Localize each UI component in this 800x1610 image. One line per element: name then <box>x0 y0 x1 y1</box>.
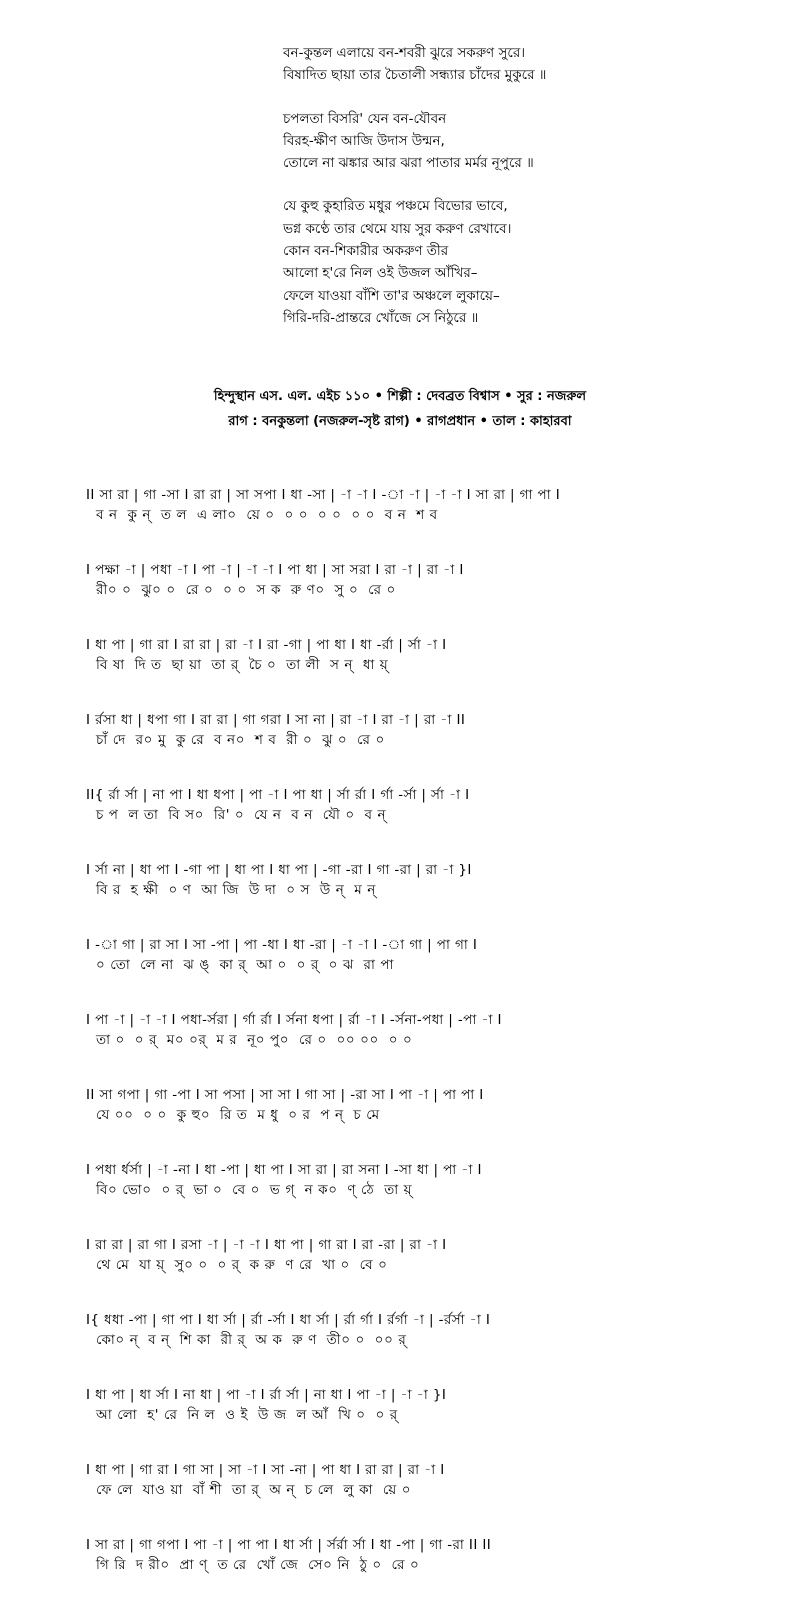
swara-line: I র্রসা ধা | ধপা গা I রা রা | গা গরা I সা না | রা -া I রা -া | রা -া II <box>86 712 466 728</box>
notation-row <box>86 485 726 560</box>
poem-line: যে কুহু কুহারিত মধুর পঞ্চমে বিভোর ভাবে, <box>283 198 508 215</box>
lyric-line: থে মে যা য়্ সু০ ০ ০ র্ ক রু ণ রে খা ০ বে ০ <box>96 1257 388 1273</box>
notation-row <box>86 1535 726 1610</box>
stanza-2 <box>283 108 763 175</box>
notation-row <box>86 1010 726 1085</box>
lyric-line: গি রি দ রী০ প্রা ণ্ ত রে খোঁ জে সে০ নি ঠু ০ রে ০ <box>96 1557 420 1573</box>
swara-line: I সা রা | গা গপা I পা -া | পা পা I ধা র্সা | র্সর্রা র্সা I ধা -পা | গা -রা II II <box>86 1537 492 1553</box>
swara-line: I পা -া | -া -া I পধা-র্সরা | র্গা র্রা I র্সনা ধপা | র্রা -া I -র্সনা-পধা | -পা -া I <box>86 1012 502 1028</box>
notation-row <box>86 1160 726 1235</box>
swara-line: I ধা পা | গা রা I রা রা | রা -া I রা -গা | পা ধা I ধা -র্রা | র্সা -া I <box>86 637 447 653</box>
lyric-line: রী০ ০ ঝু০ ০ রে ০ ০ ০ স ক রু ণ০ সু ০ রে ০ <box>96 582 396 598</box>
notation-row <box>86 935 726 1010</box>
lyric-line: ফে লে যাও য়া বাঁ শী তা র্ অ ন্ চ লে লু কা য়ে ০ <box>96 1482 412 1498</box>
lyric-line: বি র হ ক্ষী ০ ণ আ জি উ দা ০ স উ ন্ ম ন্ <box>96 882 376 898</box>
lyric-line: আ লো হ' রে নি ল ও ই উ জ ল আঁ খি ০ ০ র্ <box>96 1407 398 1423</box>
lyric-line: তা ০ ০ র্ ম০ ০র্ ম র নূ০ পু০ রে ০ ০০ ০০ ০ ০ <box>96 1032 413 1048</box>
poem-line: ভগ্ন কণ্ঠে তার থেমে যায় সুর করুণ রেখাবে। <box>283 220 512 237</box>
swara-line: II{ র্রা র্সা | না পা I ধা ধপা | পা -া I পা ধা | র্সা র্রা I র্গা -র্সা | র্সা -া I <box>86 787 470 803</box>
lyric-line: ০ তো লে না ঝ ঙ্ কা র্ আ ০ ০ র্ ০ ঝ রা পা <box>96 957 395 973</box>
swara-line: I রা রা | রা গা I রসা -া | -া -া I ধা পা | গা রা I রা -রা | রা -া I <box>86 1237 447 1253</box>
notation-row <box>86 710 726 785</box>
notation-row <box>86 1385 726 1460</box>
poem-lyrics <box>283 42 763 350</box>
notation-row <box>86 1460 726 1535</box>
poem-line: আলো হ'রে নিল ওই উজল আঁখির– <box>283 265 478 282</box>
lyric-line: ব ন কু ন্ ত ল এ লা০ য়ে ০ ০ ০ ০ ০ ০ ০ ব ন শ ব <box>96 507 438 523</box>
swara-line: I পক্ষা -া | পধা -া I পা -া | -া -া I পা ধা | সা সরা I রা -া | রা -া I <box>86 562 464 578</box>
lyric-line: বি ষা দি ত ছা য়া তা র্ চৈ ০ তা লী স ন্ ধা য়্ <box>96 657 389 673</box>
swara-line: II সা রা | গা -সা I রা রা | সা সপা I ধা -সা | -া -া I -া -া | -া -া I সা রা | গা পা I <box>86 487 561 503</box>
poem-line: বিষাদিত ছায়া তার চৈতালী সন্ধ্যার চাঁদের মুকুরে ॥ <box>283 67 547 84</box>
swara-line: I র্সা না | ধা পা I -গা পা | ধা পা I ধা পা | -গা -রা I গা -রা | রা -া }I <box>86 862 472 878</box>
poem-line: তোলে না ঝঙ্কার আর ঝরা পাতার মর্মর নূপুরে ॥ <box>283 155 534 172</box>
swara-line: II সা গপা | গা -পা I সা পসা | সা সা I গা সা | -রা সা I পা -া | পা পা I <box>86 1087 484 1103</box>
swara-line: I{ ধধা -পা | গা পা I ধা র্সা | র্রা -র্সা I ধা র্সা | র্রা র্গা I র্রর্গা -া | -র্রর্সা -া I <box>86 1312 491 1328</box>
poem-line: বিরহ-ক্ষীণ আজি উদাস উন্মন, <box>283 132 445 149</box>
record-info: হিন্দুস্থান এস. এল. এইচ ১১০ • শিল্পী : দেবব্রত বিশ্বাস • সুর : নজরুল <box>213 389 587 404</box>
poem-line: কোন বন-শিকারীর অকরুণ তীর <box>283 243 449 260</box>
swara-line: I -া গা | রা সা I সা -পা | পা -ধা I ধা -রা | -া -া I -া গা | পা গা I <box>86 937 478 953</box>
swaralipi-notation <box>86 485 726 1610</box>
poem-line: চপলতা বিসরি' যেন বন-যৌবন <box>283 110 447 127</box>
poem-line: ফেলে যাওয়া বাঁশি তা'র অঞ্চলে লুকায়ে– <box>283 287 500 304</box>
raga-info: রাগ : বনকুন্তলা (নজরুল-সৃষ্ট রাগ) • রাগপ্রধান • তাল : কাহারবা <box>228 414 572 429</box>
swara-line: I ধা পা | ধা র্সা I না ধা | পা -া I র্রা র্সা | না ধা I পা -া | -া -া }I <box>86 1387 447 1403</box>
swara-line: I ধা পা | গা রা I গা সা | সা -া I সা -না | পা ধা I রা রা | রা -া I <box>86 1462 445 1478</box>
lyric-line: যে ০০ ০ ০ কু হু০ রি ত ম ধু ০ র প ন্ চ মে <box>96 1107 380 1123</box>
lyric-line: চাঁ দে র০ মু কু রে ব ন০ শ ব রী ০ ঝু ০ রে ০ <box>96 732 385 748</box>
lyric-line: চ প ল তা বি স০ রি' ০ যে ন ব ন যৌ ০ ব ন্ <box>96 807 387 823</box>
stanza-1 <box>283 42 763 87</box>
stanza-3 <box>283 195 763 329</box>
notation-row <box>86 785 726 860</box>
swara-line: I পধা র্ধর্সা | -া -না I ধা -পা | ধা পা I সা রা | রা সনা I -সা ধা | পা -া I <box>86 1162 482 1178</box>
notation-row <box>86 1310 726 1385</box>
notation-row <box>86 860 726 935</box>
notation-row <box>86 635 726 710</box>
notation-row <box>86 560 726 635</box>
lyric-line: বি০ ভো০ ০ র্ ভা ০ বে ০ ভ গ্ ন ক০ ণ্ ঠে তা য়্ <box>96 1182 413 1198</box>
lyric-line: কো০ ন্ ব ন্ শি কা রী র্ অ ক রু ণ তী০ ০ ০০ র্ <box>96 1332 407 1348</box>
poem-line: বন-কুন্তল এলায়ে বন-শবরী ঝুরে সকরুণ সুরে। <box>283 45 526 61</box>
poem-line: গিরি-দরি-প্রান্তরে খোঁজে সে নিঠুরে ॥ <box>283 309 479 326</box>
notation-row <box>86 1235 726 1310</box>
notation-row <box>86 1085 726 1160</box>
